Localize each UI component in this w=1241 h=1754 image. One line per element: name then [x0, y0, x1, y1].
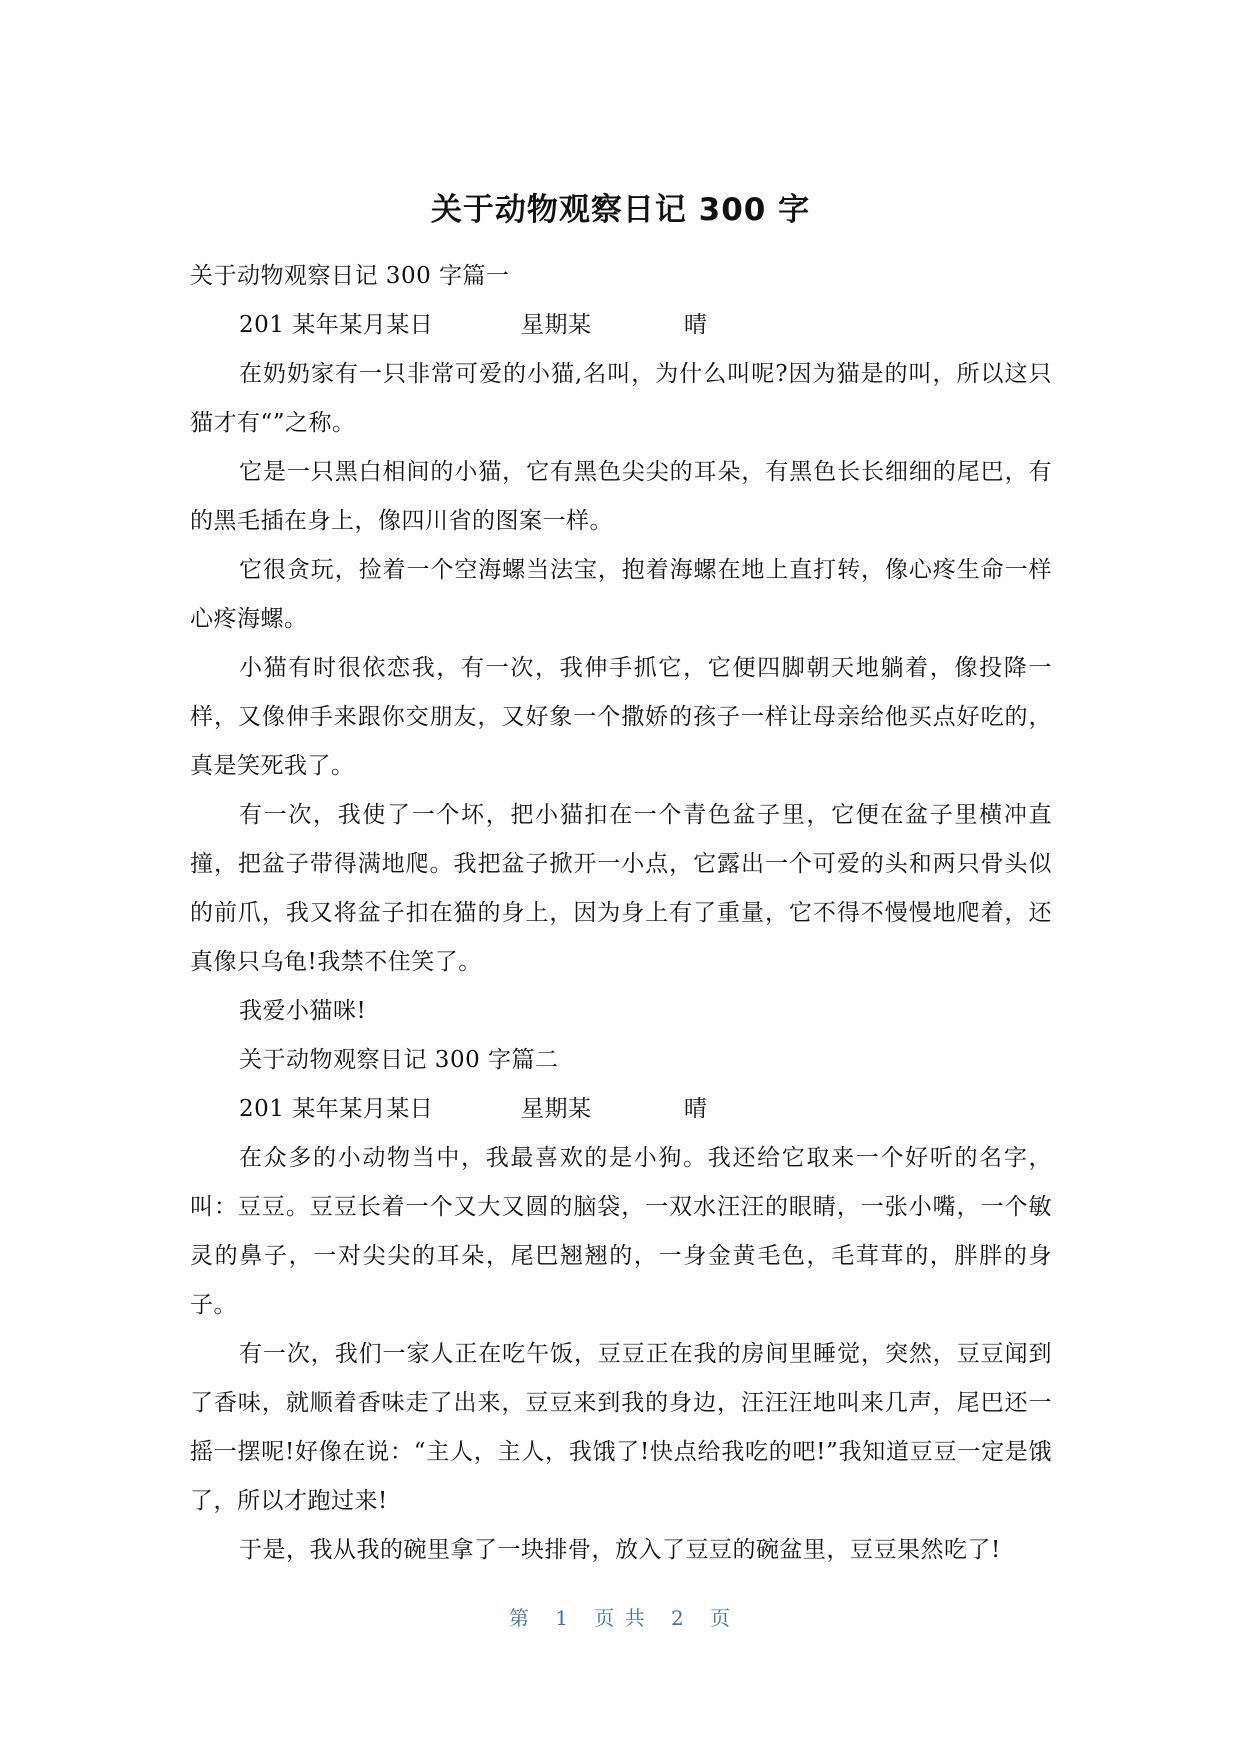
date-text: 201 某年某月某日 [239, 312, 434, 338]
weekday-text: 星期某 [521, 1096, 592, 1122]
footer-label-of: 页 共 [594, 1606, 647, 1630]
footer-current-page: 1 [555, 1606, 570, 1630]
document-body [190, 252, 1052, 1575]
paragraph: 有一次，我使了一个坏，把小猫扣在一个青色盆子里，它便在盆子里横冲直撞，把盆子带得满地爬。我把盆子掀开一小点，它露出一个可爱的头和两只骨头似的前爪，我又将盆子扣在猫的身上，因为身上有了重量，它不得不慢慢地爬着，还真像只乌龟!我禁不住笑了。 [190, 802, 1052, 975]
footer-label-page: 第 [508, 1606, 531, 1630]
paragraph: 它是一只黑白相间的小猫，它有黑色尖尖的耳朵，有黑色长长细细的尾巴，有的黑毛插在身上，像四川省的图案一样。 [190, 459, 1052, 534]
section2-heading: 关于动物观察日记 300 字篇二 [239, 1047, 559, 1073]
page-footer [0, 1604, 1241, 1632]
section1-heading: 关于动物观察日记 300 字篇一 [190, 263, 510, 289]
weather-text: 晴 [684, 312, 708, 338]
footer-label-pages: 页 [710, 1606, 733, 1630]
weather-text: 晴 [684, 1096, 708, 1122]
paragraph: 在奶奶家有一只非常可爱的小猫,名叫，为什么叫呢?因为猫是的叫，所以这只猫才有“”之称。 [190, 361, 1052, 436]
date-text: 201 某年某月某日 [239, 1096, 434, 1122]
weekday-text: 星期某 [521, 312, 592, 338]
paragraph: 它很贪玩，捡着一个空海螺当法宝，抱着海螺在地上直打转，像心疼生命一样心疼海螺。 [190, 557, 1052, 632]
footer-total-pages: 2 [671, 1606, 686, 1630]
document-title: 关于动物观察日记 300 字 [430, 192, 811, 228]
paragraph: 有一次，我们一家人正在吃午饭，豆豆正在我的房间里睡觉，突然，豆豆闻到了香味，就顺着香味走了出来，豆豆来到我的身边，汪汪汪地叫来几声，尾巴还一摇一摆呢!好像在说：“主人，主人，我饿了!快点给我吃的吧!”我知道豆豆一定是饿了，所以才跑过来! [190, 1341, 1052, 1514]
paragraph: 我爱小猫咪! [239, 998, 367, 1024]
date-line-1 [190, 301, 1052, 350]
date-line-2 [190, 1085, 1052, 1134]
paragraph: 小猫有时很依恋我，有一次，我伸手抓它，它便四脚朝天地躺着，像投降一样，又像伸手来跟你交朋友，又好象一个撒娇的孩子一样让母亲给他买点好吃的，真是笑死我了。 [190, 655, 1052, 779]
paragraph: 在众多的小动物当中，我最喜欢的是小狗。我还给它取来一个好听的名字，叫：豆豆。豆豆长着一个又大又圆的脑袋，一双水汪汪的眼睛，一张小嘴，一个敏灵的鼻子，一对尖尖的耳朵，尾巴翘翘的，一身金黄毛色，毛茸茸的，胖胖的身子。 [190, 1145, 1052, 1318]
paragraph: 于是，我从我的碗里拿了一块排骨，放入了豆豆的碗盆里，豆豆果然吃了! [239, 1537, 1001, 1563]
